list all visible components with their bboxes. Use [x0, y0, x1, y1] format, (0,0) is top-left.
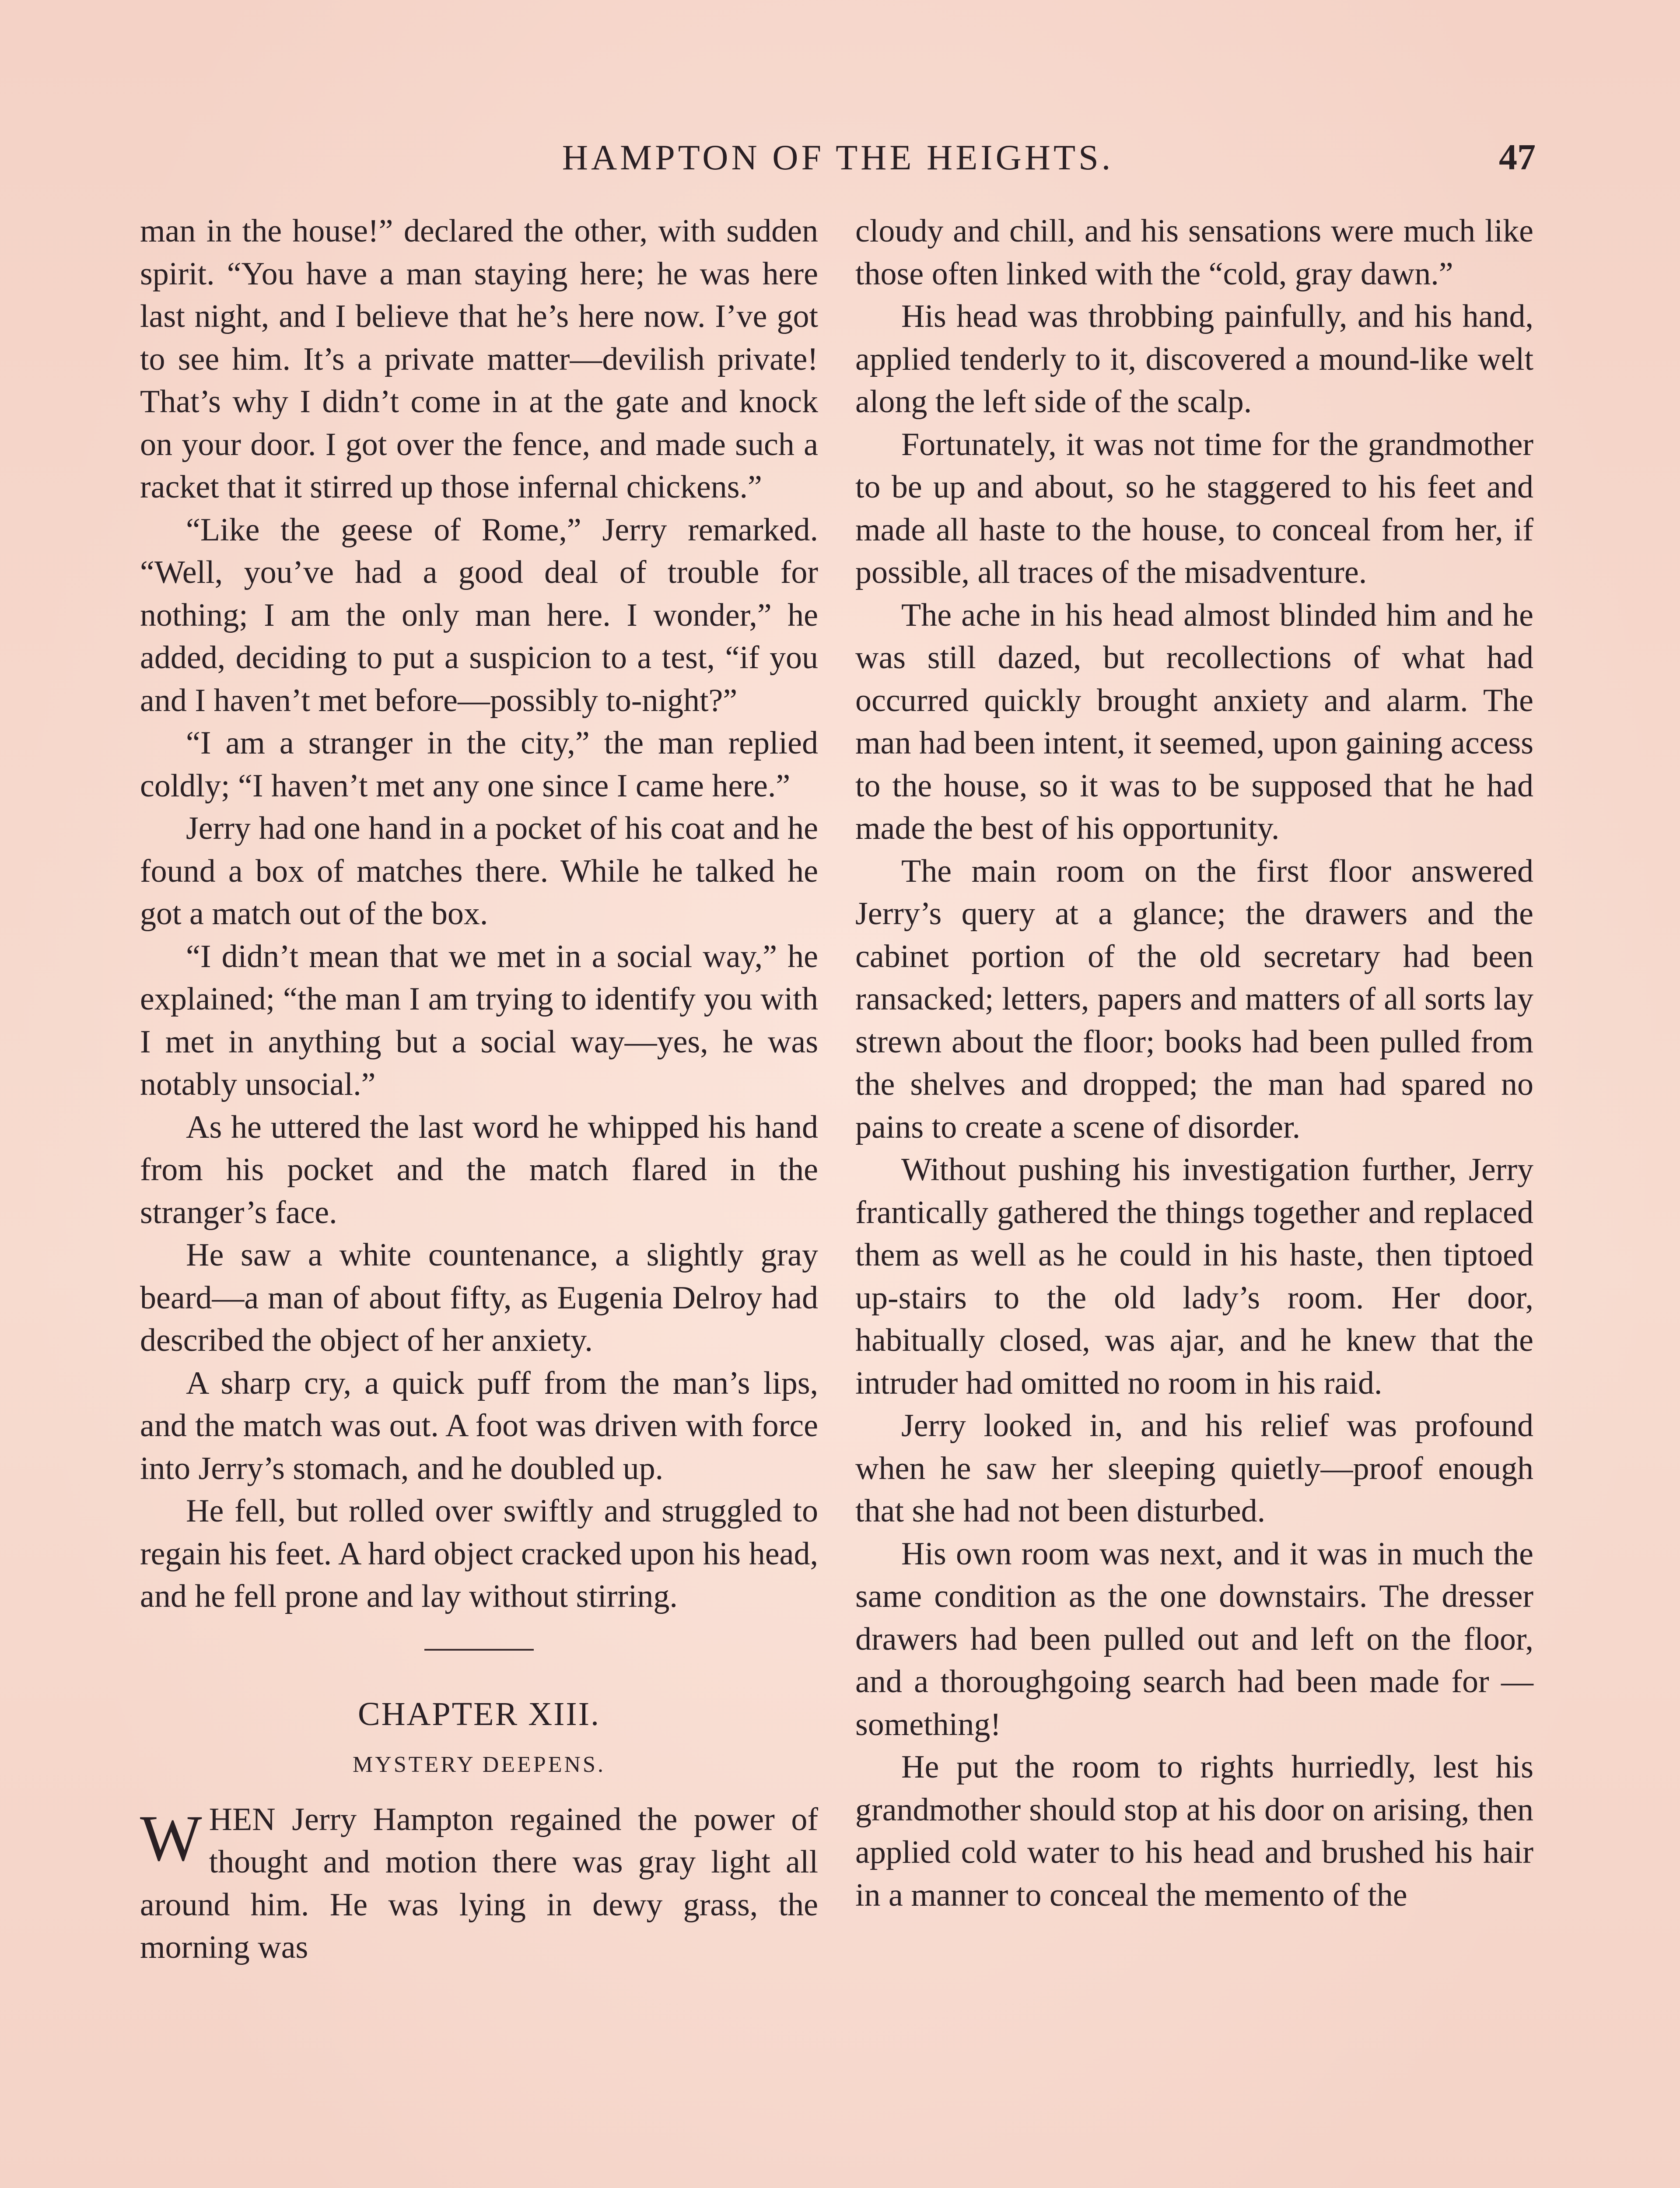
paragraph: He fell, but rolled over swiftly and struggled to regain his feet. A hard object cracked upon his head, and he fell prone and lay without stirring. — [140, 1493, 818, 1614]
paragraph: A sharp cry, a quick puff from the man’s lips, and the match was out. A foot was driven with force into Jerry’s stomach, and he doubled up. — [140, 1365, 818, 1487]
right-column — [855, 210, 1533, 1917]
section-divider — [424, 1649, 534, 1651]
left-column — [140, 210, 818, 1969]
chapter-title: CHAPTER XIII. — [357, 1695, 601, 1732]
paragraph: His own room was next, and it was in much the same condition as the one downstairs. The dresser drawers had been pulled out and left on the floor, and a thoroughgoing search had been made for —something! — [855, 1536, 1533, 1743]
paragraph: Fortunately, it was not time for the grandmother to be up and about, so he staggered to his feet and made all haste to the house, to conceal from her, if possible, all traces of the misadventure. — [855, 426, 1533, 590]
running-head: HAMPTON OF THE HEIGHTS. — [562, 137, 1114, 177]
paragraph: cloudy and chill, and his sensations were much like those often linked with the “cold, gray dawn.” — [855, 213, 1533, 292]
paragraph: As he uttered the last word he whipped his hand from his pocket and the match flared in the stranger’s face. — [140, 1109, 818, 1231]
paragraph: “I am a stranger in the city,” the man replied coldly; “I haven’t met any one since I came here.” — [140, 725, 818, 804]
paragraph: He saw a white countenance, a slightly gray beard—a man of about fifty, as Eugenia Delroy had described the object of her anxiety. — [140, 1237, 818, 1358]
paragraph: He put the room to rights hurriedly, lest his grandmother should stop at his door on arising, then applied cold water to his head and brushed his hair in a manner to conceal the memento of the — [855, 1749, 1533, 1913]
drop-cap: W — [140, 1802, 202, 1875]
chapter-subtitle: MYSTERY DEEPENS. — [353, 1752, 606, 1777]
page-number: 47 — [1499, 137, 1536, 178]
paragraph: The main room on the first floor answered Jerry’s query at a glance; the drawers and the cabinet portion of the old secretary had been ransacked; letters, papers and matters of all sorts lay strewn about the floor; books had been pulled from the shelves and dropped; the man had spared no pains to create a scene of disorder. — [855, 853, 1533, 1145]
chapter-opening-text: HEN Jerry Hampton regained the power of thought and motion there was gray light all around him. He was lying in dewy grass, the morning was — [140, 1801, 818, 1965]
paragraph: Without pushing his investigation further, Jerry frantically gathered the things together and replaced them as well as he could in his haste, then tiptoed up-stairs to the old lady’s room. Her door, habitually closed, was ajar, and he knew that the intruder had omitted no room in his raid. — [855, 1152, 1533, 1401]
paragraph: Jerry had one hand in a pocket of his coat and he found a box of matches there. While he talked he got a match out of the box. — [140, 810, 818, 932]
page-header — [140, 131, 1536, 184]
paragraph: Jerry looked in, and his relief was profound when he saw her sleeping quietly—proof enough that she had not been disturbed. — [855, 1408, 1533, 1529]
paragraph: “Like the geese of Rome,” Jerry remarked. “Well, you’ve had a good deal of trouble for nothing; I am the only man here. I wonder,” he added, deciding to put a suspicion to a test, “if you and I haven’t met before—possibly to-night?” — [140, 512, 818, 719]
chapter-opening-paragraph — [140, 1799, 818, 1969]
paragraph: “I didn’t mean that we met in a social way,” he explained; “the man I am trying to identify you with I met in anything but a social way—yes, he was notably unsocial.” — [140, 938, 818, 1102]
paragraph: His head was throbbing painfully, and his hand, applied tenderly to it, discovered a mound-like welt along the left side of the scalp. — [855, 298, 1533, 420]
paragraph: man in the house!” declared the other, with sudden spirit. “You have a man staying here; he was here last night, and I believe that he’s here now. I’ve got to see him. It’s a private matter—devilish private! That’s why I didn’t come in at the gate and knock on your door. I got over the fence, and made such a racket that it stirred up those infernal chickens.” — [140, 213, 818, 505]
paragraph: The ache in his head almost blinded him and he was still dazed, but recollections of what had occurred quickly brought anxiety and alarm. The man had been intent, it seemed, upon gaining access to the house, so it was to be supposed that he had made the best of his opportunity. — [855, 597, 1533, 846]
